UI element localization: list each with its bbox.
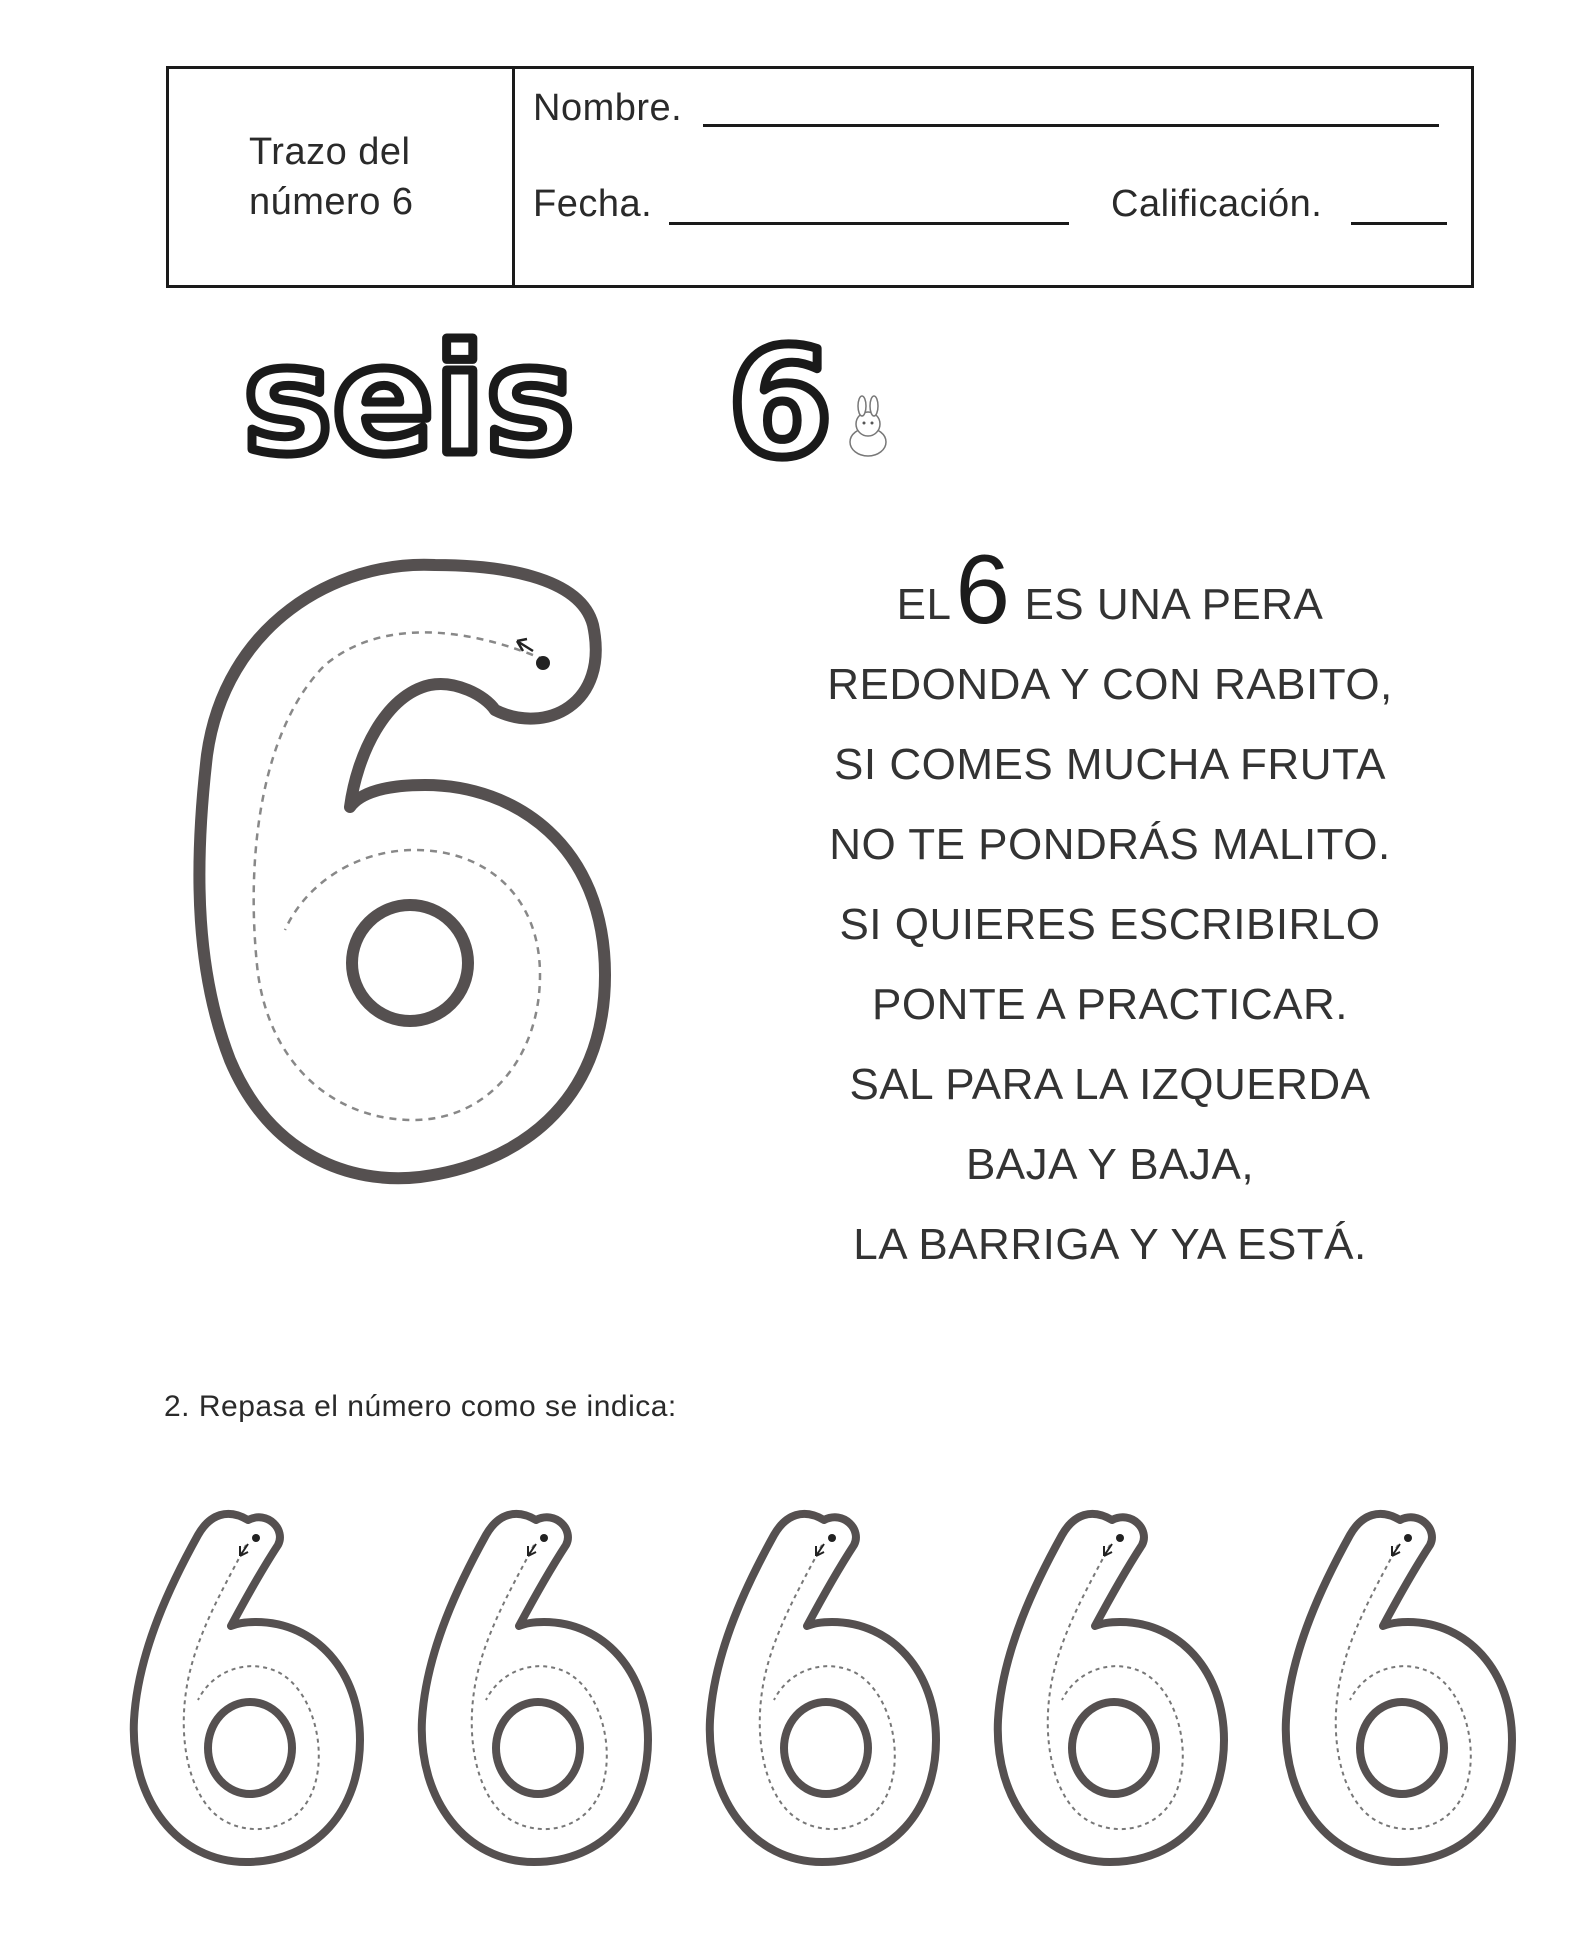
grade-label: Calificación. xyxy=(1111,183,1323,225)
practice-six-inner-loop xyxy=(1072,1702,1156,1794)
header-title-cell xyxy=(169,69,515,285)
start-dot-icon xyxy=(1116,1534,1124,1542)
practice-six-outline xyxy=(710,1514,936,1862)
practice-six[interactable] xyxy=(134,1514,360,1862)
direction-arrow-icon xyxy=(1104,1544,1112,1556)
practice-six[interactable] xyxy=(1286,1514,1512,1862)
start-dot-icon xyxy=(1404,1534,1412,1542)
start-dot-icon xyxy=(540,1534,548,1542)
direction-arrow-icon xyxy=(1392,1544,1400,1556)
poem-line: SI COMES MUCHA FRUTA xyxy=(834,740,1386,789)
grade-field[interactable] xyxy=(1351,222,1447,225)
practice-six-outline xyxy=(422,1514,648,1862)
direction-arrow-icon xyxy=(528,1544,536,1556)
title-line-2: número 6 xyxy=(249,181,414,223)
worksheet-title xyxy=(249,127,489,227)
title-line-1: Trazo del xyxy=(249,131,411,173)
poem-line: REDONDA Y CON RABITO, xyxy=(827,660,1393,709)
practice-six[interactable] xyxy=(710,1514,936,1862)
poem-line: PONTE A PRACTICAR. xyxy=(872,980,1348,1029)
name-label: Nombre. xyxy=(533,87,683,129)
practice-six-inner-loop xyxy=(208,1702,292,1794)
six-inner-loop xyxy=(352,905,468,1021)
date-label: Fecha. xyxy=(533,183,653,225)
practice-six-outline xyxy=(998,1514,1224,1862)
poem-line: BAJA Y BAJA, xyxy=(965,1140,1255,1189)
start-dot-icon xyxy=(252,1534,260,1542)
poem-inline-six: 6 xyxy=(955,534,1011,644)
start-dot-icon xyxy=(828,1534,836,1542)
practice-six[interactable] xyxy=(998,1514,1224,1862)
practice-six-inner-loop xyxy=(784,1702,868,1794)
bunny-icon xyxy=(850,396,886,456)
poem-line: NO TE PONDRÁS MALITO. xyxy=(829,820,1391,869)
practice-sixes xyxy=(128,1500,1558,1880)
exercise-instruction: 2. Repasa el número como se indica: xyxy=(164,1390,677,1423)
direction-arrow-icon xyxy=(240,1544,248,1556)
start-dot-icon xyxy=(536,656,550,670)
header-box xyxy=(166,66,1474,288)
poem-line-1 xyxy=(740,534,1480,645)
poem-line-1-suffix: ES UNA PERA xyxy=(1024,580,1324,629)
direction-arrow-icon xyxy=(816,1544,824,1556)
poem-line: SAL PARA LA IZQUERDA xyxy=(849,1060,1371,1109)
poem-line: SI QUIERES ESCRIBIRLO xyxy=(839,900,1381,949)
seis-title xyxy=(238,322,938,482)
seis-number: 6 xyxy=(728,322,833,482)
practice-six[interactable] xyxy=(422,1514,648,1862)
poem-line: LA BARRIGA Y YA ESTÁ. xyxy=(853,1220,1367,1269)
date-field[interactable] xyxy=(669,222,1069,225)
practice-six-inner-loop xyxy=(1360,1702,1444,1794)
name-field[interactable] xyxy=(703,124,1439,127)
poem-line-1-prefix: EL xyxy=(896,580,952,629)
big-tracing-six xyxy=(185,545,625,1195)
practice-six-outline xyxy=(134,1514,360,1862)
poem xyxy=(740,534,1480,1285)
seis-word: seis xyxy=(243,322,575,482)
practice-six-inner-loop xyxy=(496,1702,580,1794)
practice-six-outline xyxy=(1286,1514,1512,1862)
